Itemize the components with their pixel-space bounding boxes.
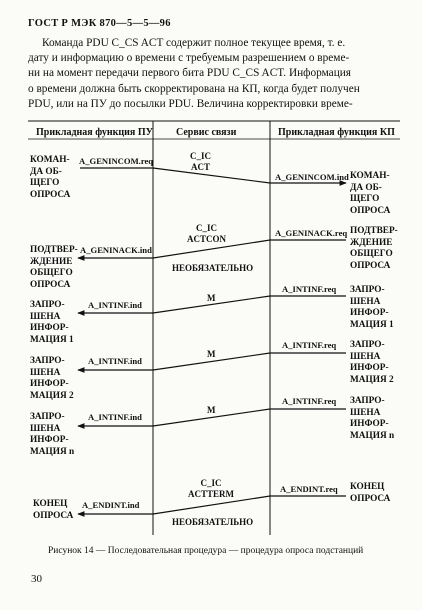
figure-caption: Рисунок 14 — Последовательная процедура — процедура опроса подстанций bbox=[48, 546, 364, 556]
step-1-right-primitive: A_GENINCOM.ind bbox=[275, 172, 349, 182]
step-4-right-label: ЗАПРО- ШЕНА ИНФОР- МАЦИЯ 2 bbox=[350, 340, 394, 385]
arrow-step-1b bbox=[153, 168, 270, 183]
step-1-service: C_IC ACT bbox=[190, 151, 212, 172]
step-2-right-primitive: A_GENINACK.req bbox=[275, 228, 348, 238]
step-2-optional-note: НЕОБЯЗАТЕЛЬНО bbox=[172, 263, 254, 273]
step-2-left-primitive: A_GENINACK.ind bbox=[80, 245, 152, 255]
step-6-left-label: КОНЕЦ ОПРОСА bbox=[33, 499, 74, 521]
step-1-left-label: КОМАН- ДА ОБ- ЩЕГО ОПРОСА bbox=[30, 155, 71, 200]
step-6-right-label: КОНЕЦ ОПРОСА bbox=[350, 482, 391, 504]
step-4-service: M bbox=[207, 349, 216, 359]
step-6-optional-note: НЕОБЯЗАТЕЛЬНО bbox=[172, 517, 254, 527]
page-number: 30 bbox=[31, 573, 42, 585]
step-6-right-primitive: A_ENDINT.req bbox=[280, 484, 338, 494]
paragraph-line: Команда PDU C_CS ACT содержит полное текущее время, т. е. bbox=[42, 37, 346, 49]
step-5-left-label: ЗАПРО- ШЕНА ИНФОР- МАЦИЯ n bbox=[30, 412, 75, 457]
paragraph-line: ни на момент передачи первого бита PDU C_CS ACT. Информация bbox=[28, 67, 351, 80]
step-4-left-primitive: A_INTINF.ind bbox=[88, 356, 142, 366]
paragraph-line: дату и информацию о времени с требуемым разрешением о време- bbox=[28, 52, 350, 65]
paragraph-line: о времени должна быть скорректирована на КП, когда будет получен bbox=[28, 82, 360, 95]
column-title-center: Сервис связи bbox=[176, 127, 237, 138]
step-2-right-label: ПОДТВЕР- ЖДЕНИЕ ОБЩЕГО ОПРОСА bbox=[350, 226, 398, 271]
step-5-service: M bbox=[207, 405, 216, 415]
document-header: ГОСТ Р МЭК 870—5—5—96 bbox=[28, 18, 171, 29]
paragraph-line: PDU, или на ПУ до посылки PDU. Величина корректировки време- bbox=[28, 97, 353, 110]
column-title-left: Прикладная функция ПУ bbox=[36, 127, 153, 138]
step-4-right-primitive: A_INTINF.req bbox=[282, 340, 337, 350]
step-3-right-primitive: A_INTINF.req bbox=[282, 284, 337, 294]
step-5-left-primitive: A_INTINF.ind bbox=[88, 412, 142, 422]
step-2-service: C_IC ACTCON bbox=[187, 223, 227, 244]
step-1-right-label: КОМАН- ДА ОБ- ЩЕГО ОПРОСА bbox=[350, 171, 391, 216]
step-5-right-label: ЗАПРО- ШЕНА ИНФОР- МАЦИЯ n bbox=[350, 396, 395, 441]
step-3-service: M bbox=[207, 293, 216, 303]
step-4-left-label: ЗАПРО- ШЕНА ИНФОР- МАЦИЯ 2 bbox=[30, 356, 74, 401]
step-6-left-primitive: A_ENDINT.ind bbox=[82, 500, 140, 510]
step-2-left-label: ПОДТВЕР- ЖДЕНИЕ ОБЩЕГО ОПРОСА bbox=[30, 245, 78, 290]
step-6-service: C_IC ACTTERM bbox=[188, 478, 235, 499]
step-3-left-label: ЗАПРО- ШЕНА ИНФОР- МАЦИЯ 1 bbox=[30, 300, 74, 345]
column-title-right: Прикладная функция КП bbox=[278, 127, 395, 138]
step-3-left-primitive: A_INTINF.ind bbox=[88, 300, 142, 310]
step-5-right-primitive: A_INTINF.req bbox=[282, 396, 337, 406]
step-3-right-label: ЗАПРО- ШЕНА ИНФОР- МАЦИЯ 1 bbox=[350, 285, 394, 330]
step-1-left-primitive: A_GENINCOM.req bbox=[79, 156, 154, 166]
